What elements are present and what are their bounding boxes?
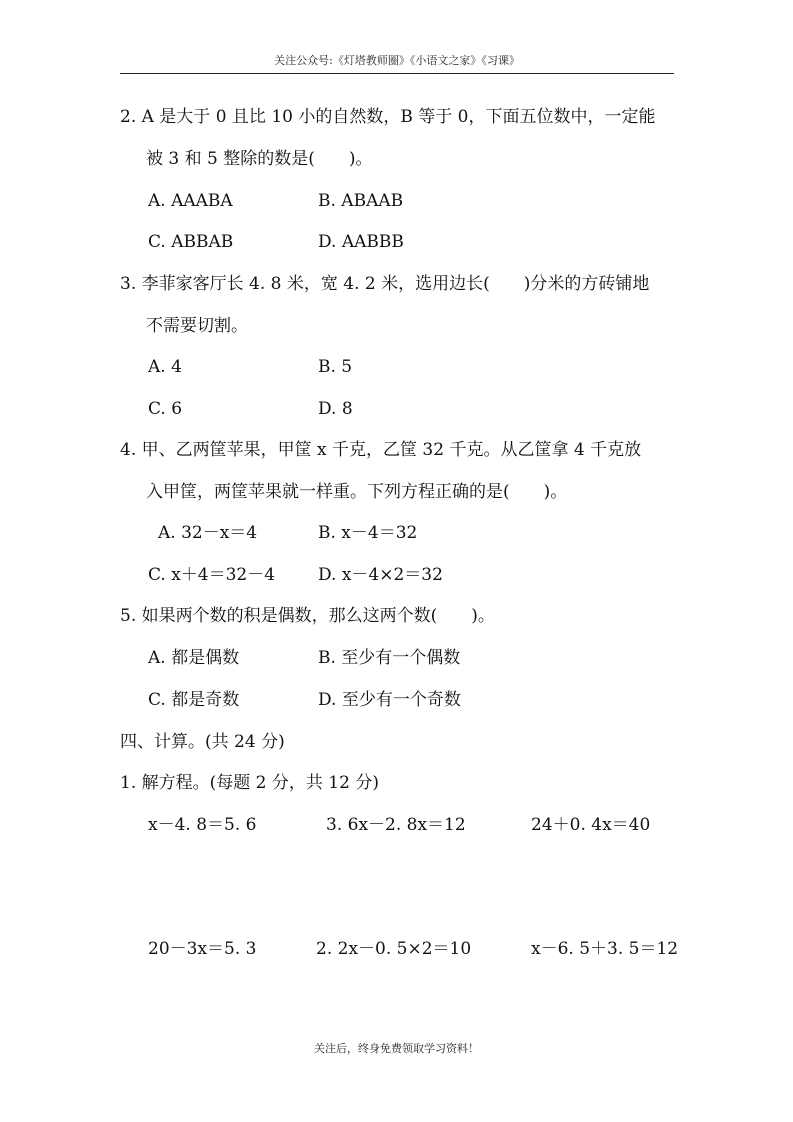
question-5-option-c: C. 都是奇数 [148, 690, 240, 710]
question-4-option-b: B. x－4＝32 [318, 523, 418, 543]
question-3-option-b: B. 5 [318, 357, 353, 377]
question-2-option-a: A. AAABA [148, 191, 233, 211]
question-3-line2: 不需要切割。 [146, 316, 248, 336]
page-footer: 关注后，终身免费领取学习资料！ [314, 1042, 479, 1055]
question-2-option-d: D. AABBB [318, 232, 404, 252]
question-5-option-b: B. 至少有一个偶数 [318, 648, 461, 668]
equation-3: 24＋0. 4x＝40 [531, 815, 651, 835]
question-4-option-c: C. x＋4＝32－4 [148, 565, 276, 585]
equation-5: 2. 2x－0. 5×2＝10 [316, 939, 472, 959]
question-4-line2: 入甲筐，两筐苹果就一样重。下列方程正确的是( )。 [146, 482, 568, 502]
question-3-option-c: C. 6 [148, 399, 183, 419]
page-header: 关注公众号:《灯塔教师圈》《小语文之家》《习课》 [274, 54, 520, 67]
question-4-option-d: D. x－4×2＝32 [318, 565, 443, 585]
question-3-option-a: A. 4 [148, 357, 182, 377]
question-2-line2: 被 3 和 5 整除的数是( )。 [146, 149, 373, 169]
question-2-line1: 2. A 是大于 0 且比 10 小的自然数，B 等于 0，下面五位数中，一定能 [120, 107, 656, 127]
question-2-option-c: C. ABBAB [148, 232, 234, 252]
equation-1: x－4. 8＝5. 6 [148, 815, 257, 835]
question-5-option-a: A. 都是偶数 [148, 648, 240, 668]
question-4-line1: 4. 甲、乙两筐苹果，甲筐 x 千克，乙筐 32 千克。从乙筐拿 4 千克放 [120, 440, 642, 460]
question-4-option-a: A. 32－x＝4 [158, 523, 258, 543]
question-3-line1: 3. 李菲家客厅长 4. 8 米，宽 4. 2 米，选用边长( )分米的方砖铺地 [120, 274, 650, 294]
question-5-line1: 5. 如果两个数的积是偶数，那么这两个数( )。 [120, 606, 495, 626]
question-2-option-b: B. ABAAB [318, 191, 404, 211]
question-5-option-d: D. 至少有一个奇数 [318, 690, 461, 710]
equation-6: x－6. 5＋3. 5＝12 [531, 939, 679, 959]
question-3-option-d: D. 8 [318, 399, 353, 419]
header-divider [120, 73, 674, 74]
equation-2: 3. 6x－2. 8x＝12 [326, 815, 466, 835]
section-title: 四、计算。(共 24 分) [120, 732, 285, 752]
section-subtitle: 1. 解方程。(每题 2 分，共 12 分) [120, 773, 379, 793]
equation-4: 20－3x＝5. 3 [148, 939, 257, 959]
